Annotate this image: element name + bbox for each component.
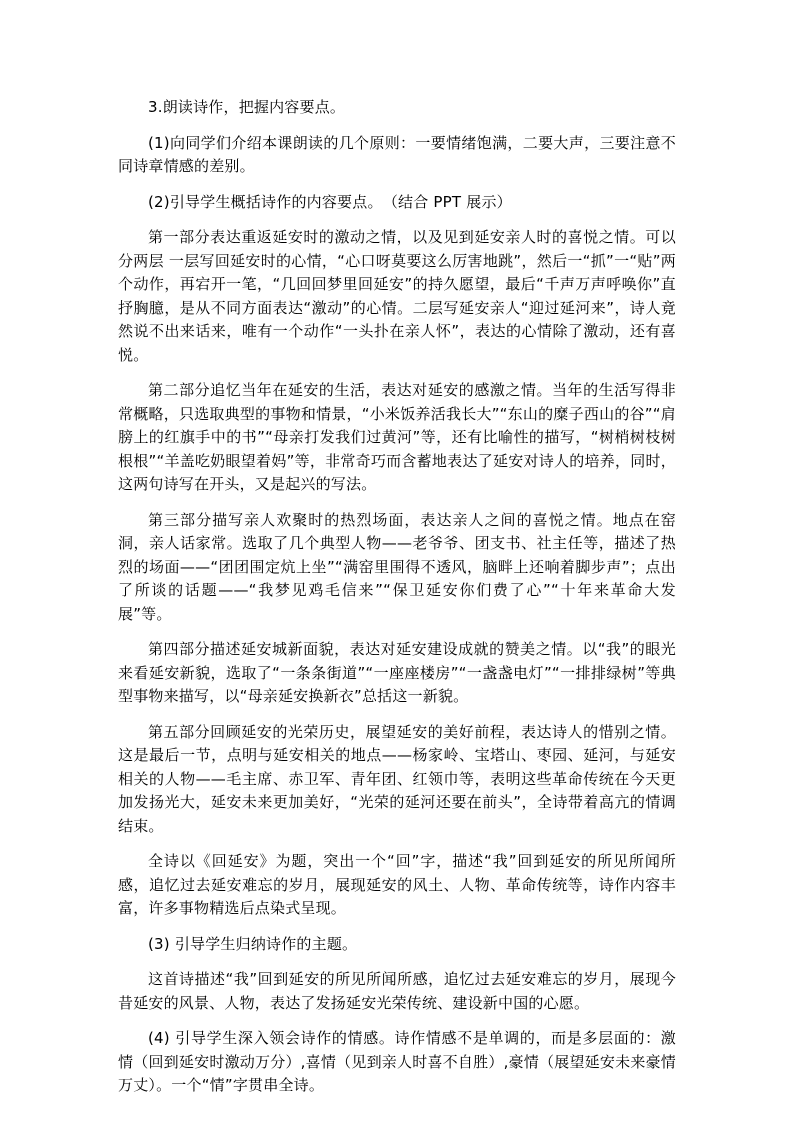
reading-principles: (1)向同学们介绍本课朗读的几个原则：一要情绪饱满，二要大声，三要注意不同诗章情感的差别。 <box>118 133 676 175</box>
part-one-paragraph: 第一部分表达重返延安时的激动之情，以及见到延安亲人时的喜悦之情。可以分两层 一层写回延安时的心情，“心口呀莫要这么厉害地跳”，然后一“抓”一“贴”两个动作，再宕开一笔，“几回回梦里回延安”的持久愿望，最后“千声万声呼唤你”直抒胸臆，是从不同方面表达“激动”的心情。二层写延安亲人“迎过延河来”，诗人竟然说不出来话来，唯有一个动作“一头扑在亲人怀”，表达的心情除了激动，还有喜悦。 <box>118 228 676 364</box>
theme-instruction: (3) 引导学生归纳诗作的主题。 <box>148 934 358 953</box>
summary-instruction: (2)引导学生概括诗作的内容要点。 （结合 PPT 展示） <box>148 192 512 211</box>
whole-poem-paragraph: 全诗以《回延安》为题，突出一个“回”字，描述“我”回到延安的所见所闻所感，追忆过去延安难忘的岁月，展现延安的风土、人物、革命传统等，诗作内容丰富，许多事物精选后点染式呈现。 <box>118 852 676 917</box>
part-two-paragraph: 第二部分追忆当年在延安的生活，表达对延安的感激之情。当年的生活写得非常概略，只选取典型的事物和情景，“小米饭养活我长大”“东山的糜子西山的谷”“肩膀上的红旗手中的书”“母亲打发我们过黄河”等，还有比喻性的描写，“树梢树枝树根根”“羊盖吃奶眼望着妈”等，非常奇巧而含蓄地表达了延安对诗人的培养，同时，这两句诗写在开头，又是起兴的写法。 <box>118 381 676 493</box>
emotion-paragraph: (4) 引导学生深入领会诗作的情感。诗作情感不是单调的，而是多层面的：激情（回到延安时激动万分）,喜情（见到亲人时喜不自胜）,豪情（展望延安未来豪情万丈）。一个“情”字贯串全诗。 <box>118 1029 676 1094</box>
part-five-paragraph: 第五部分回顾延安的光荣历史，展望延安的美好前程，表达诗人的惜别之情。这是最后一节，点明与延安相关的地点——杨家岭、宝塔山、枣园、延河，与延安相关的人物——毛主席、赤卫军、青年团、红领巾等，表明这些革命传统在今天更加发扬光大，延安未来更加美好，“光荣的延河还要在前头”，全诗带着高亢的情调结束。 <box>118 722 676 835</box>
part-three-paragraph: 第三部分描写亲人欢聚时的热烈场面，表达亲人之间的喜悦之情。地点在窑洞，亲人话家常。选取了几个典型人物——老爷爷、团支书、社主任等，描述了热烈的场面——“团团围定炕上坐”“满窑里围得不透风，脑畔上还响着脚步声”；点出了所谈的话题——“我梦见鸡毛信来”“保卫延安你们费了心”“十年来革命大发展”等。 <box>118 510 676 623</box>
section-heading: 3.朗读诗作，把握内容要点。 <box>148 98 346 116</box>
theme-paragraph: 这首诗描述“我”回到延安的所见所闻所感，追忆过去延安难忘的岁月，展现今昔延安的风景、人物，表达了发扬延安光荣传统、建设新中国的心愿。 <box>118 970 676 1012</box>
part-four-paragraph: 第四部分描述延安城新面貌，表达对延安建设成就的赞美之情。以“我”的眼光来看延安新貌，选取了“一条条街道”“一座座楼房”“一盏盏电灯”“一排排绿树”等典型事物来描写，以“母亲延安换新衣”总括这一新貌。 <box>118 640 676 705</box>
